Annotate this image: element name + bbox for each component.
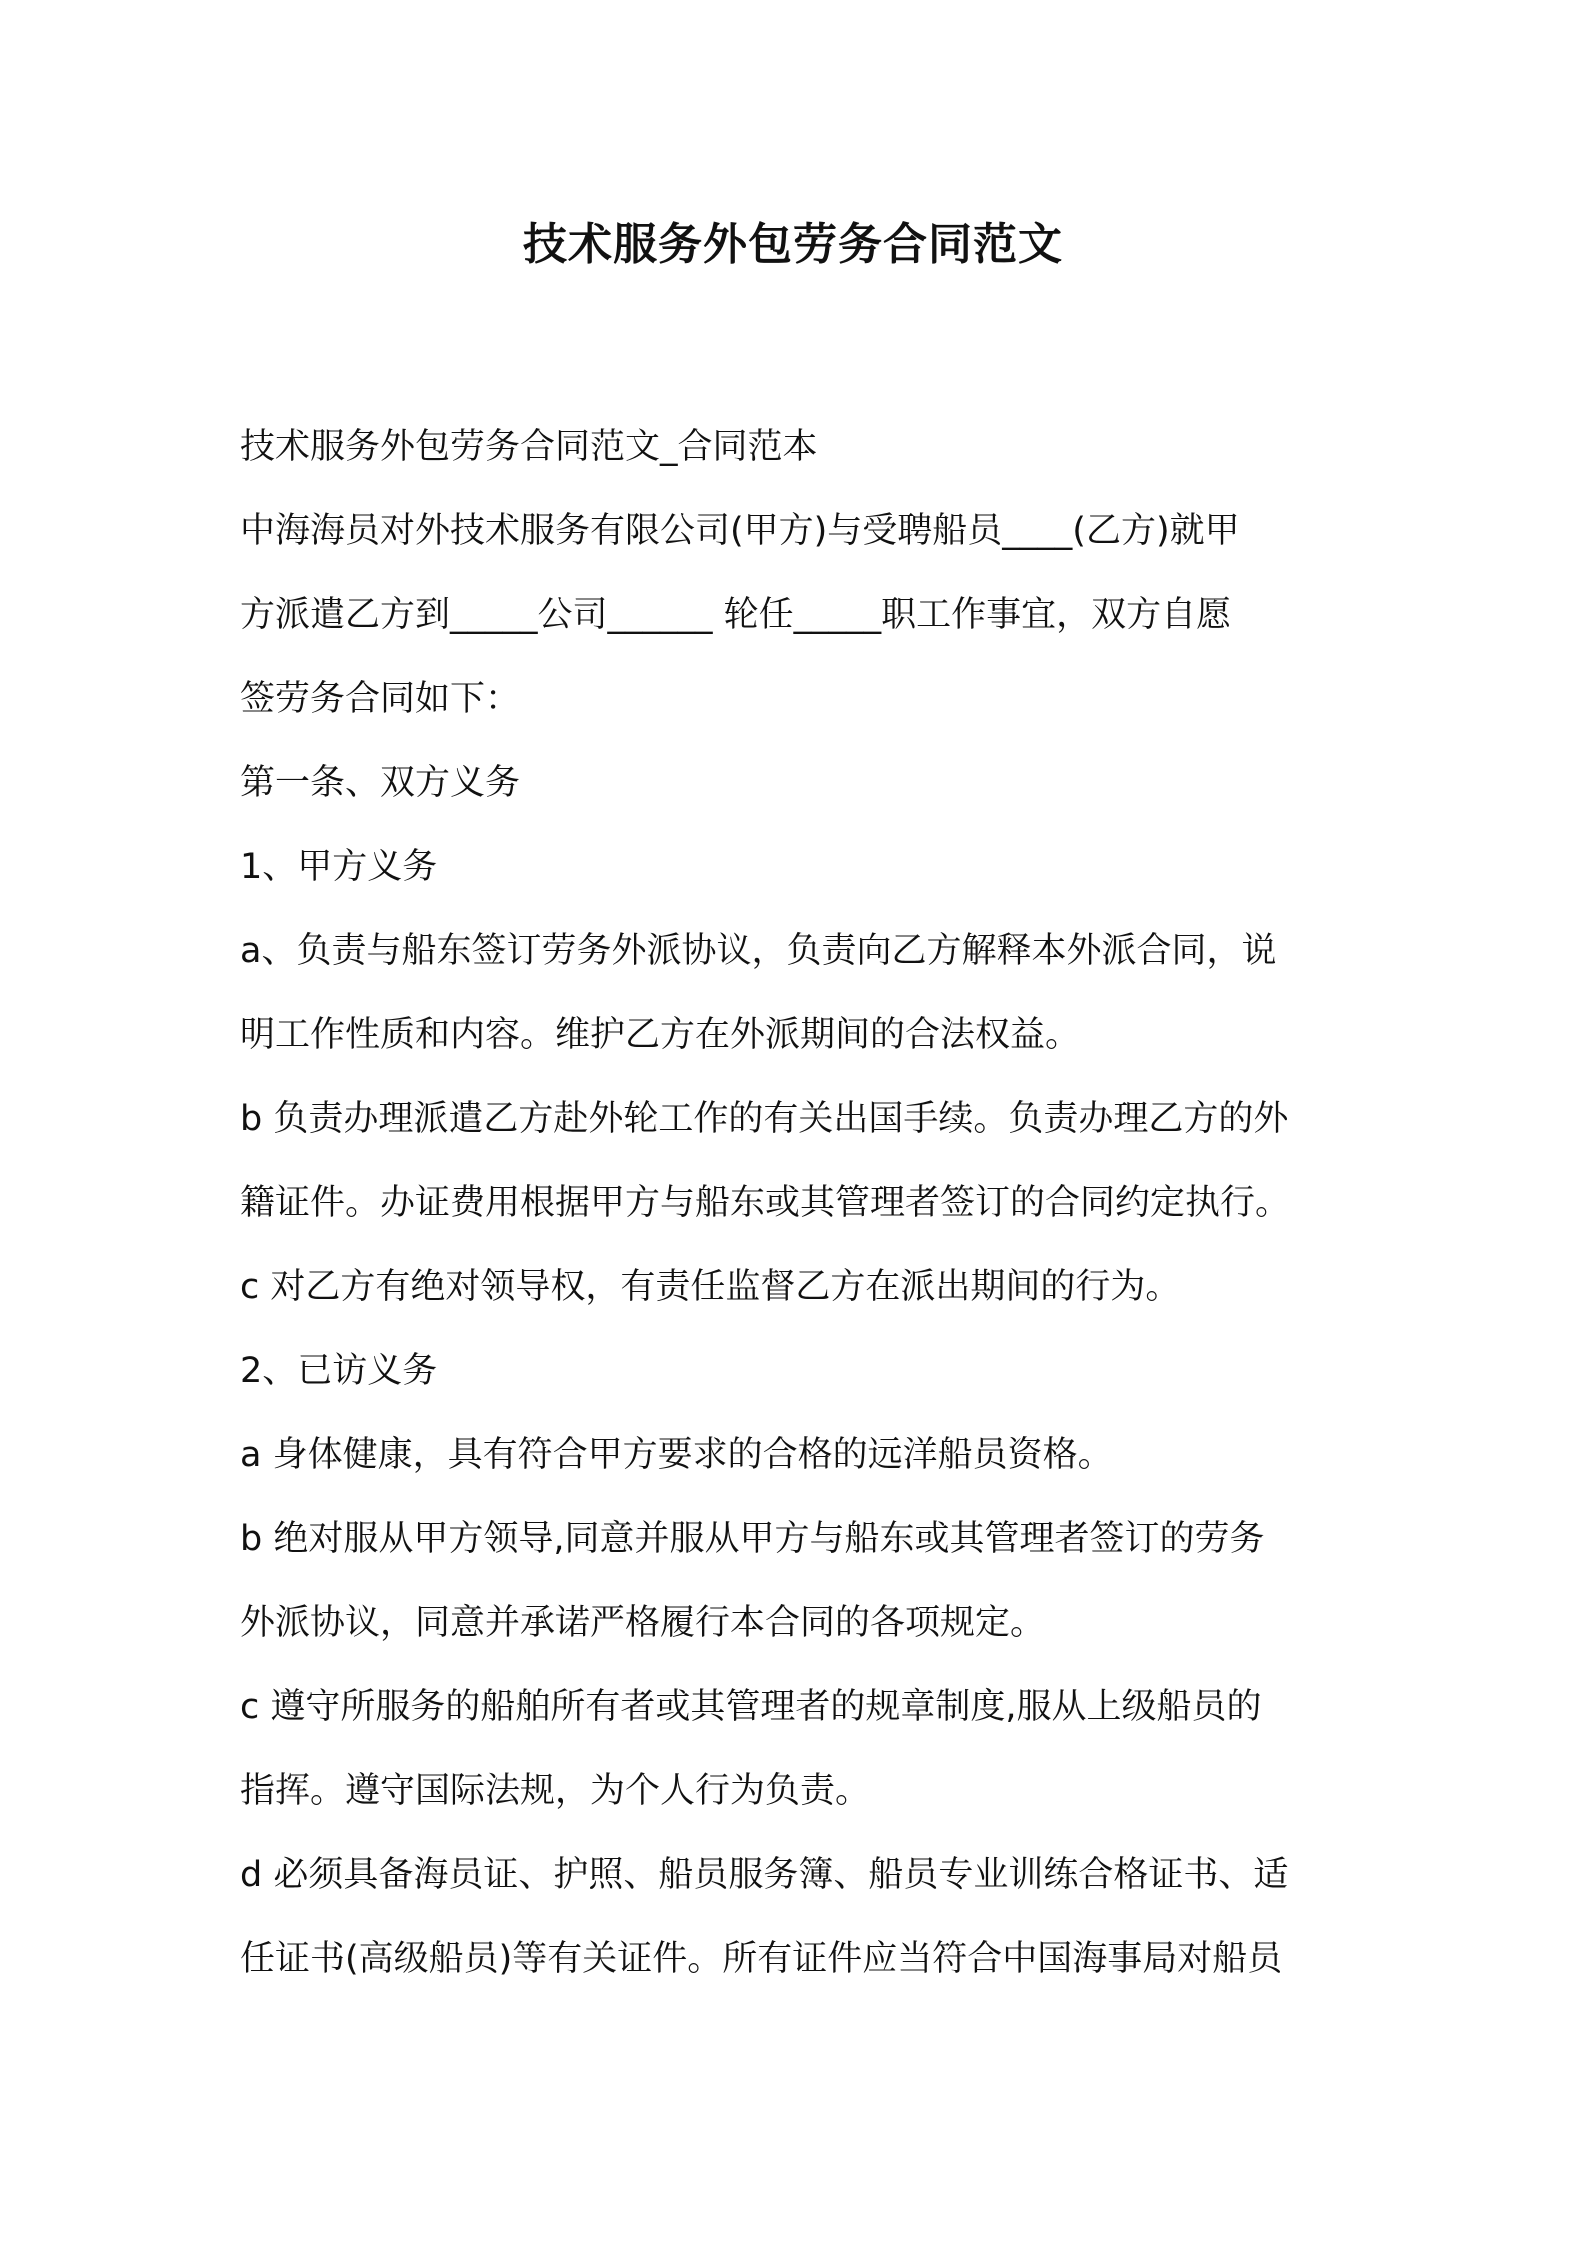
clause-line: b 绝对服从甲方领导,同意并服从甲方与船东或其管理者签订的劳务	[240, 1519, 1265, 1559]
paragraph-line: 签劳务合同如下：	[240, 679, 521, 719]
subsection-heading: 1、甲方义务	[240, 847, 438, 887]
section-heading: 第一条、双方义务	[240, 763, 521, 803]
document-title: 技术服务外包劳务合同范文	[523, 219, 1063, 270]
document-body	[240, 405, 1360, 2001]
clause-line: 明工作性质和内容。维护乙方在外派期间的合法权益。	[240, 1015, 1081, 1055]
clause-line: a 身体健康，具有符合甲方要求的合格的远洋船员资格。	[240, 1435, 1113, 1475]
clause-line: 籍证件。办证费用根据甲方与船东或其管理者签订的合同约定执行。	[240, 1183, 1291, 1223]
clause-line: 外派协议，同意并承诺严格履行本合同的各项规定。	[240, 1603, 1046, 1643]
clause-line: a、负责与船东签订劳务外派协议，负责向乙方解释本外派合同，说	[240, 931, 1277, 971]
subsection-heading: 2、已访义务	[240, 1351, 438, 1391]
clause-line: c 遵守所服务的船舶所有者或其管理者的规章制度,服从上级船员的	[240, 1687, 1262, 1727]
paragraph-line: 中海海员对外技术服务有限公司(甲方)与受聘船员____(乙方)就甲	[240, 511, 1240, 551]
clause-line: d 必须具备海员证、护照、船员服务簿、船员专业训练合格证书、适	[240, 1855, 1289, 1895]
clause-line: 任证书(高级船员)等有关证件。所有证件应当符合中国海事局对船员	[240, 1939, 1283, 1979]
paragraph-line: 方派遣乙方到_____公司______ 轮任_____职工作事宜，双方自愿	[240, 595, 1232, 635]
clause-line: b 负责办理派遣乙方赴外轮工作的有关出国手续。负责办理乙方的外	[240, 1099, 1289, 1139]
clause-line: c 对乙方有绝对领导权，有责任监督乙方在派出期间的行为。	[240, 1267, 1181, 1307]
clause-line: 指挥。遵守国际法规，为个人行为负责。	[240, 1771, 871, 1811]
subtitle-line: 技术服务外包劳务合同范文_合同范本	[240, 427, 818, 467]
